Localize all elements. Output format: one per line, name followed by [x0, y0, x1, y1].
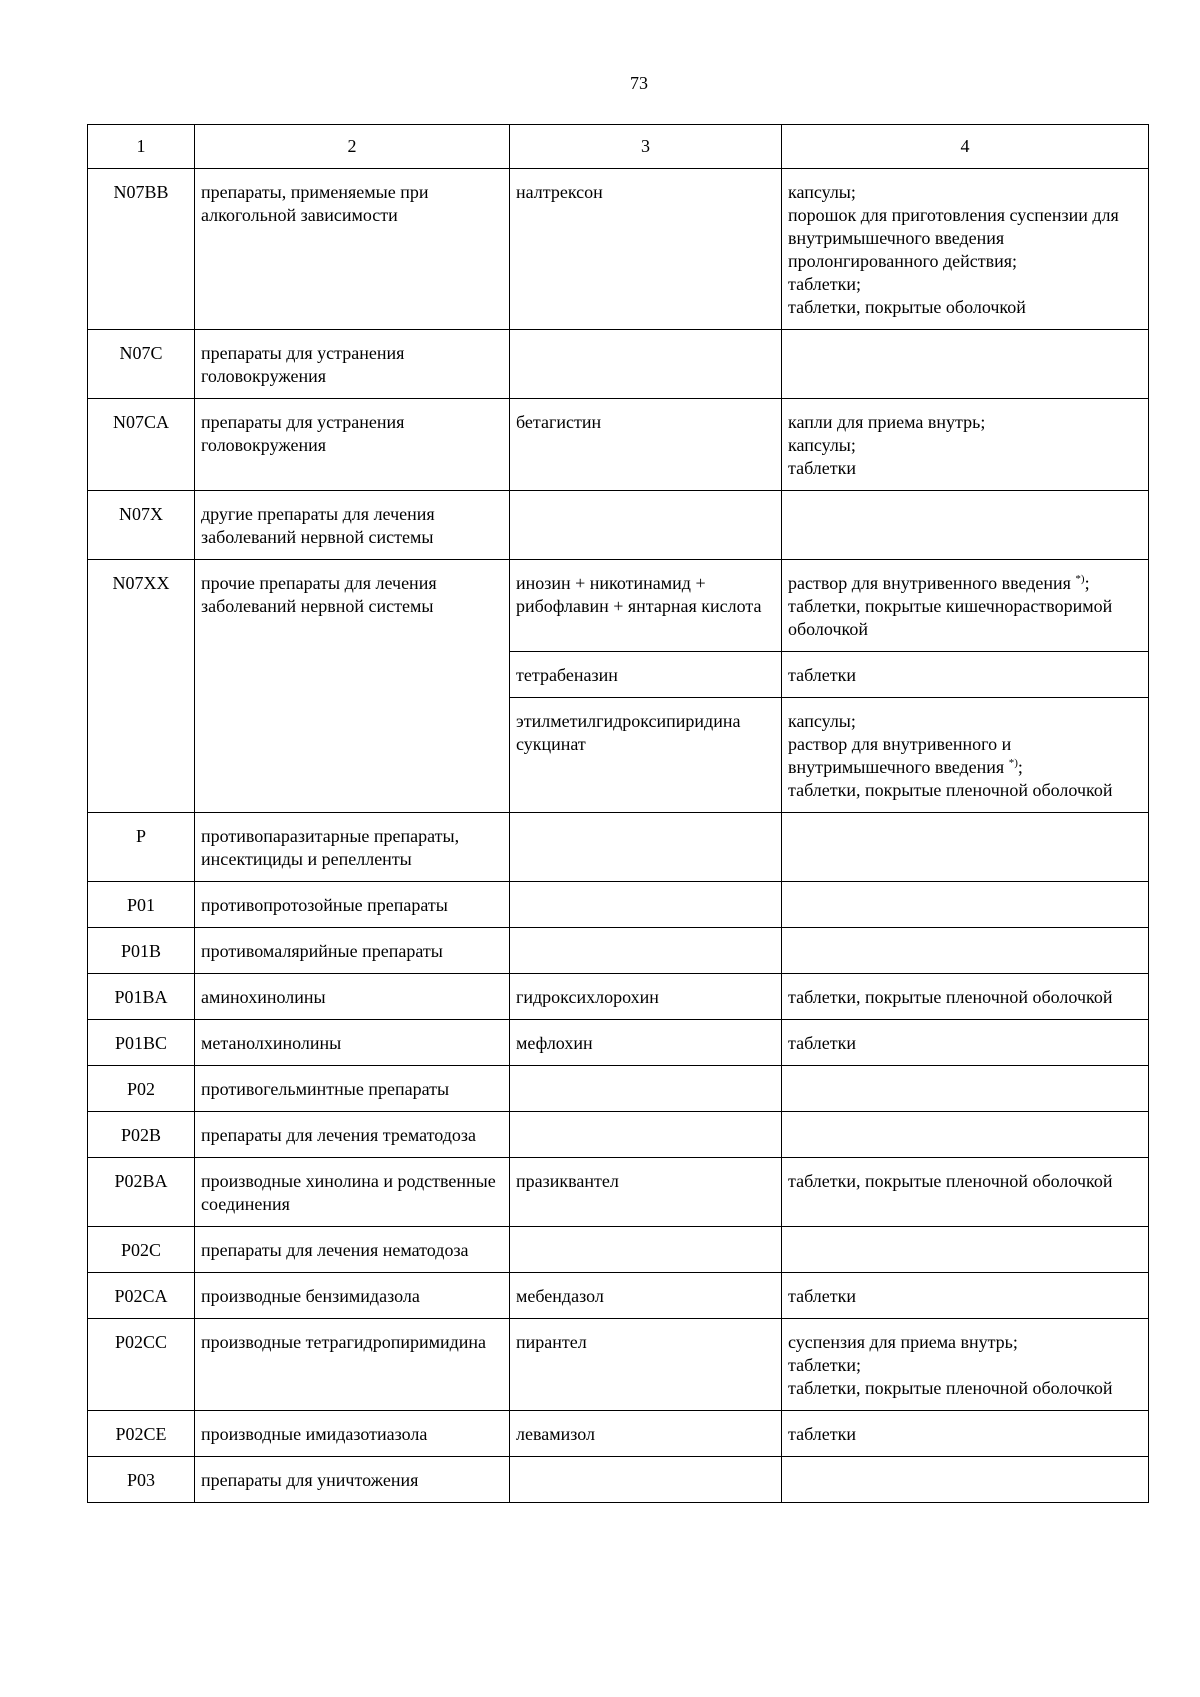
table-row [88, 1112, 1149, 1158]
atc-code-cell: P01BC [88, 1020, 195, 1066]
anatomical-group-cell: аминохинолины [195, 974, 510, 1020]
dosage-forms-cell: таблетки [782, 1020, 1149, 1066]
drug-name-cell: бетагистин [510, 399, 782, 491]
drug-name-cell [510, 928, 782, 974]
anatomical-group-cell: производные хинолина и родственные соединения [195, 1158, 510, 1227]
table-row [88, 1457, 1149, 1503]
drug-name-cell: празиквантел [510, 1158, 782, 1227]
drug-name-cell: мефлохин [510, 1020, 782, 1066]
table-row [88, 928, 1149, 974]
dosage-forms-cell [782, 1112, 1149, 1158]
table-row [88, 1411, 1149, 1457]
dosage-forms-cell [782, 1227, 1149, 1273]
atc-code-cell: N07X [88, 491, 195, 560]
atc-code-cell: P01B [88, 928, 195, 974]
anatomical-group-cell: метанолхинолины [195, 1020, 510, 1066]
anatomical-group-cell: противопаразитарные препараты, инсектициды и репелленты [195, 813, 510, 882]
dosage-forms-cell: капсулы; раствор для внутривенного и внутримышечного введения *); таблетки, покрытые пленочной оболочкой [782, 698, 1149, 813]
anatomical-group-cell: препараты для устранения головокружения [195, 330, 510, 399]
drug-name-cell [510, 813, 782, 882]
drug-name-cell [510, 491, 782, 560]
drug-name-cell: тетрабеназин [510, 652, 782, 698]
drug-name-cell [510, 1066, 782, 1112]
atc-code-cell: N07XX [88, 560, 195, 813]
table-row [88, 813, 1149, 882]
table-row [88, 399, 1149, 491]
atc-code-cell: P03 [88, 1457, 195, 1503]
column-header-forms: 4 [782, 125, 1149, 169]
drug-name-cell [510, 1227, 782, 1273]
atc-code-cell: P02C [88, 1227, 195, 1273]
anatomical-group-cell: препараты для лечения трематодоза [195, 1112, 510, 1158]
atc-code-cell: P02CA [88, 1273, 195, 1319]
anatomical-group-cell: противогельминтные препараты [195, 1066, 510, 1112]
column-header-group: 2 [195, 125, 510, 169]
anatomical-group-cell: другие препараты для лечения заболеваний нервной системы [195, 491, 510, 560]
table-row [88, 1273, 1149, 1319]
anatomical-group-cell: препараты для уничтожения [195, 1457, 510, 1503]
anatomical-group-cell: противомалярийные препараты [195, 928, 510, 974]
column-header-code: 1 [88, 125, 195, 169]
dosage-forms-cell [782, 491, 1149, 560]
table-row [88, 974, 1149, 1020]
drug-name-cell: левамизол [510, 1411, 782, 1457]
dosage-forms-cell: таблетки [782, 652, 1149, 698]
dosage-forms-cell [782, 1457, 1149, 1503]
atc-code-cell: N07BB [88, 169, 195, 330]
dosage-forms-cell: капсулы; порошок для приготовления суспензии для внутримышечного введения пролонгированного действия; таблетки; таблетки, покрытые оболочкой [782, 169, 1149, 330]
anatomical-group-cell: противопротозойные препараты [195, 882, 510, 928]
drug-name-cell: мебендазол [510, 1273, 782, 1319]
drug-name-cell [510, 882, 782, 928]
dosage-forms-cell: суспензия для приема внутрь; таблетки; таблетки, покрытые пленочной оболочкой [782, 1319, 1149, 1411]
atc-code-cell: P02CC [88, 1319, 195, 1411]
drug-name-cell: налтрексон [510, 169, 782, 330]
atc-code-cell: N07C [88, 330, 195, 399]
dosage-forms-cell: таблетки, покрытые пленочной оболочкой [782, 974, 1149, 1020]
dosage-forms-cell [782, 330, 1149, 399]
dosage-forms-cell [782, 1066, 1149, 1112]
anatomical-group-cell: препараты для устранения головокружения [195, 399, 510, 491]
dosage-forms-cell: таблетки [782, 1273, 1149, 1319]
dosage-forms-cell [782, 882, 1149, 928]
atc-code-cell: P01BA [88, 974, 195, 1020]
table-row [88, 1020, 1149, 1066]
atc-code-cell: P02B [88, 1112, 195, 1158]
drug-name-cell: пирантел [510, 1319, 782, 1411]
table-row [88, 1227, 1149, 1273]
anatomical-group-cell: препараты для лечения нематодоза [195, 1227, 510, 1273]
atc-code-cell: P01 [88, 882, 195, 928]
anatomical-group-cell: производные имидазотиазола [195, 1411, 510, 1457]
table-row [88, 169, 1149, 330]
drug-name-cell [510, 330, 782, 399]
dosage-forms-cell [782, 928, 1149, 974]
dosage-forms-cell: капли для приема внутрь; капсулы; таблетки [782, 399, 1149, 491]
table-row [88, 491, 1149, 560]
table-row [88, 882, 1149, 928]
table-row [88, 1319, 1149, 1411]
dosage-forms-cell: таблетки [782, 1411, 1149, 1457]
drug-name-cell: инозин + никотинамид + рибофлавин + янтарная кислота [510, 560, 782, 652]
table-row [88, 1066, 1149, 1112]
anatomical-group-cell: производные бензимидазола [195, 1273, 510, 1319]
table-row [88, 330, 1149, 399]
atc-code-cell: P02CE [88, 1411, 195, 1457]
drug-name-cell [510, 1112, 782, 1158]
dosage-forms-cell: раствор для внутривенного введения *); таблетки, покрытые кишечнорастворимой оболочкой [782, 560, 1149, 652]
page-number: 73 [630, 73, 648, 93]
drug-table [87, 124, 1149, 1503]
column-header-drug: 3 [510, 125, 782, 169]
drug-name-cell: гидроксихлорохин [510, 974, 782, 1020]
atc-code-cell: P02 [88, 1066, 195, 1112]
dosage-forms-cell [782, 813, 1149, 882]
table-row [88, 1158, 1149, 1227]
drug-name-cell [510, 1457, 782, 1503]
anatomical-group-cell: производные тетрагидропиримидина [195, 1319, 510, 1411]
atc-code-cell: P02BA [88, 1158, 195, 1227]
table-header-row [88, 125, 1149, 169]
dosage-forms-cell: таблетки, покрытые пленочной оболочкой [782, 1158, 1149, 1227]
anatomical-group-cell: препараты, применяемые при алкогольной зависимости [195, 169, 510, 330]
anatomical-group-cell: прочие препараты для лечения заболеваний нервной системы [195, 560, 510, 813]
atc-code-cell: P [88, 813, 195, 882]
table-row [88, 560, 1149, 652]
drug-name-cell: этилметилгидроксипиридина сукцинат [510, 698, 782, 813]
atc-code-cell: N07CA [88, 399, 195, 491]
